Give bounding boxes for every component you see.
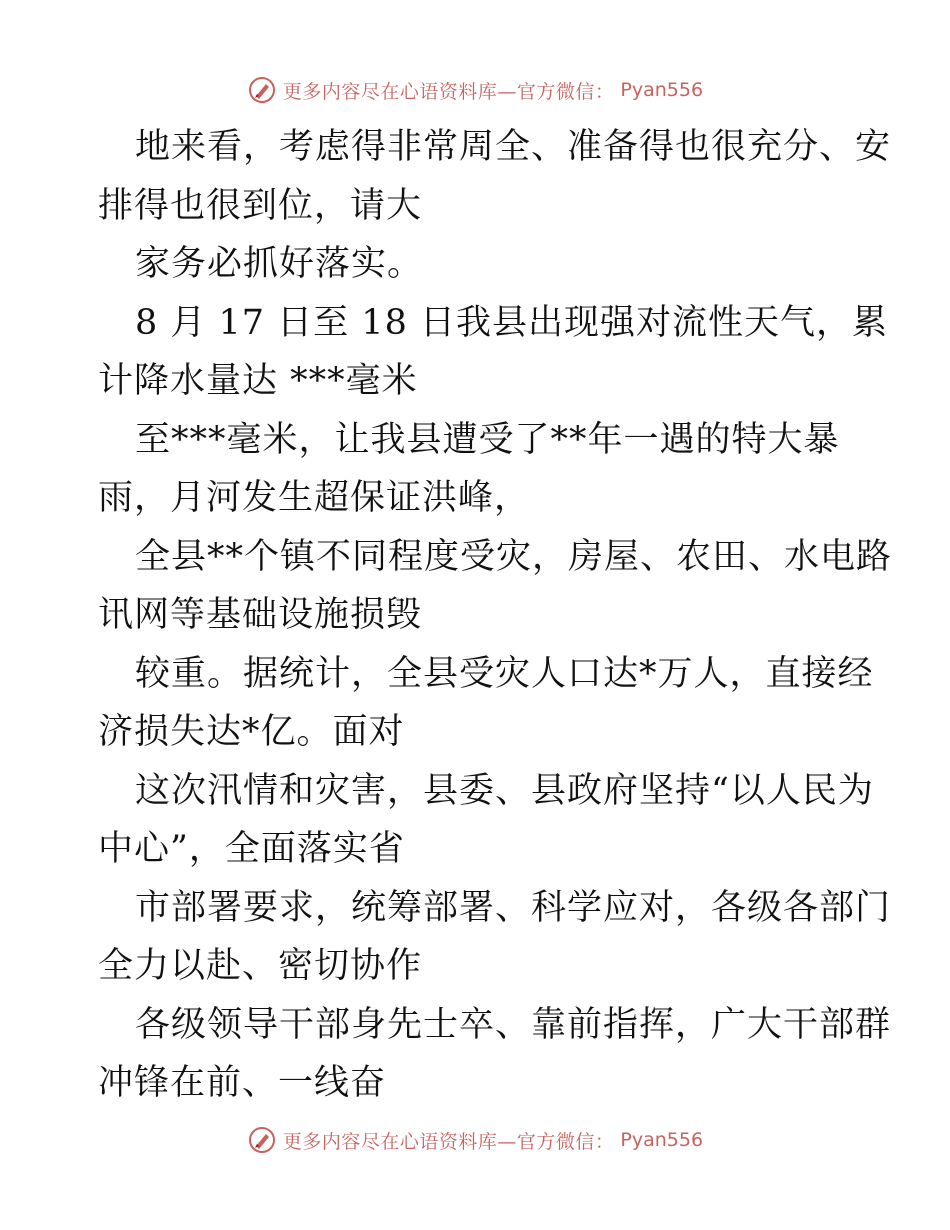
text-line: 至***毫米，让我县遭受了**年一遇的特大暴: [135, 419, 840, 460]
text-line: 全县**个镇不同程度受灾，房屋、农田、水电路: [135, 536, 893, 577]
text-line: 全力以赴、密切协作: [98, 946, 423, 986]
text-line: 冲锋在前、一线奋: [98, 1063, 387, 1103]
text-line: 济损失达*亿。面对: [98, 712, 405, 752]
pen-logo-icon: [247, 1125, 277, 1155]
text-line: 这次汛情和灾害，县委、县政府坚持“以人民为: [135, 770, 874, 811]
text-line: 8 月 17 日至 18 日我县出现强对流性天气，累: [135, 302, 888, 343]
text-line: 市部署要求，统筹部署、科学应对，各级各部门: [135, 887, 892, 928]
text-line: 家务必抓好落实。: [135, 244, 424, 284]
text-line: 计降水量达 ***毫米: [98, 361, 418, 401]
watermark-text: 更多内容尽在心语资料库—官方微信：: [282, 1130, 615, 1153]
text-line: 雨，月河发生超保证洪峰，: [98, 478, 531, 518]
text-line: 各级领导干部身先士卒、靠前指挥，广大干部群: [135, 1004, 892, 1045]
document-body: [98, 118, 893, 1113]
text-line: 讯网等基础设施损毁: [98, 595, 423, 635]
text-line: 中心”，全面落实省: [98, 829, 405, 869]
text-line: 排得也很到位，请大: [98, 185, 423, 226]
watermark-wechat-id: Pyan556: [620, 1129, 704, 1151]
text-line: 地来看，考虑得非常周全、准备得也很充分、安: [135, 127, 892, 167]
text-line: 较重。据统计，全县受灾人口达*万人，直接经: [135, 653, 874, 694]
watermark-wechat-id: Pyan556: [620, 79, 704, 101]
footer-watermark: [0, 1120, 950, 1160]
pen-logo-icon: [247, 75, 277, 105]
watermark-text: 更多内容尽在心语资料库—官方微信：: [282, 80, 615, 103]
header-watermark: [0, 70, 950, 110]
